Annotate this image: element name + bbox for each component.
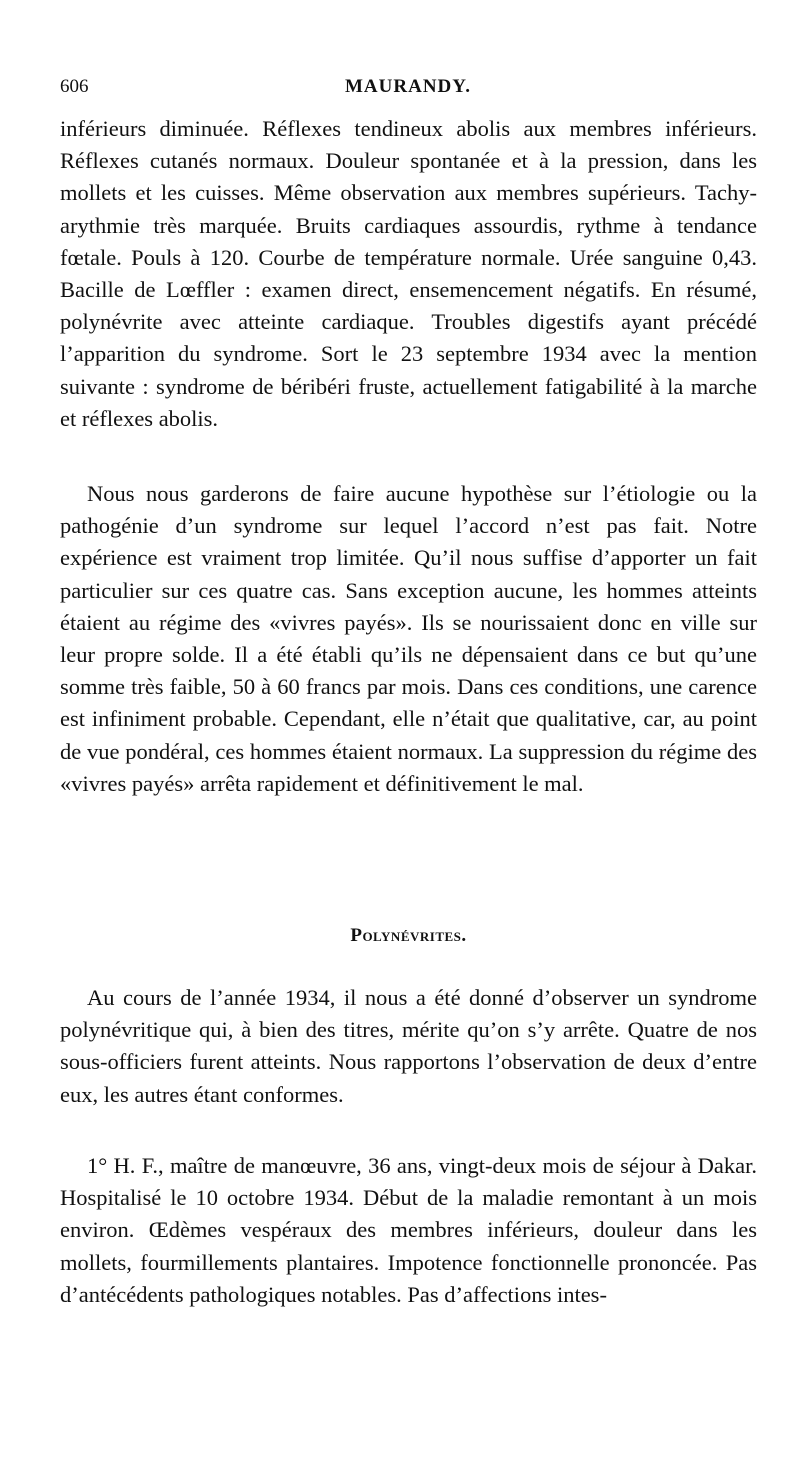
section-heading: Polynévrites. [350,925,467,946]
running-title: MAURANDY. [345,76,471,97]
paragraph-introduction: Au cours de l’année 1934, il nous a été donné d’observer un syndrome polynévritique qui, à bien des titres, mérite qu’on s’y arrête. Quatre de nos sous-officiers furent atteints. Nous rapportons l’observation de deux d’entre eux, les autres étant conformes. [60,985,757,1107]
paragraph-discussion: Nous nous garderons de faire aucune hypothèse sur l’étiologie ou la pathogénie d’un syndrome sur lequel l’accord n’est pas fait. Notre expérience est vraiment trop limitée. Qu’il nous suffise d’apporter un fait particulier sur ces quatre cas. Sans exception aucune, les hommes atteints étaient au régime des «vivres payés». Ils se nourissaient donc en ville sur leur propre solde. Il a été établi qu’ils ne dépensaient dans ce but qu’une somme très faible, 50 à 60 francs par mois. Dans ces conditions, une carence est infiniment probable. Cependant, elle n’était que qualitative, car, au point de vue pondéral, ces hommes étaient normaux. La suppression du régime des «vivres payés» arrêta rapidement et définitivement le mal. [60,481,757,796]
paragraph-case-1: 1° H. F., maître de manœuvre, 36 ans, vingt-deux mois de séjour à Dakar. Hospitalisé le 10 octobre 1934. Début de la maladie remontant à un mois environ. Œdèmes vespéraux des membres inférieurs, douleur dans les mollets, fourmillements plantaires. Impotence fonctionnelle prononcée. Pas d’antécédents pathologiques notables. Pas d’affections intes- [60,1153,757,1307]
page-number: 606 [60,76,89,97]
paragraph-observation-continued: inférieurs diminuée. Réflexes tendineux abolis aux membres inférieurs. Réflexes cutanés normaux. Douleur spontanée et à la pression, dans les mollets et les cuisses. Même observation aux membres supérieurs. Tachy-arythmie très marquée. Bruits cardiaques assourdis, rythme à tendance fœtale. Pouls à 120. Courbe de température normale. Urée sanguine 0,43. Bacille de Lœffler : examen direct, ensemencement négatifs. En résumé, polynévrite avec atteinte cardiaque. Troubles digestifs ayant précédé l’apparition du syndrome. Sort le 23 septembre 1934 avec la mention suivante : syndrome de béribéri fruste, actuellement fatigabilité à la marche et réflexes abolis. [60,116,757,431]
running-head [60,76,756,106]
